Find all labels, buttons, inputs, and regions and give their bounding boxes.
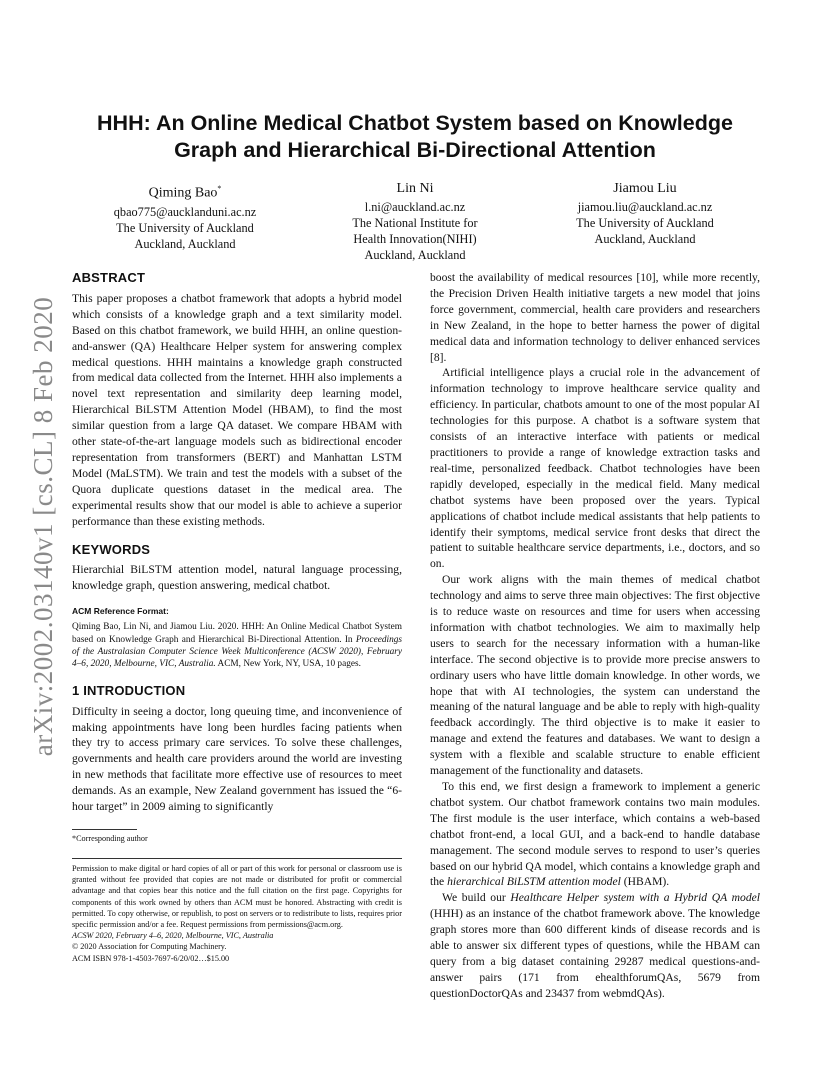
right-column [430, 270, 760, 1002]
body-paragraph: To this end, we first design a framework to implement a generic chatbot system. Our chatbot framework contains two main modules. The first module is the user interface, which contains a web-based chatbot front-end, a local GUI, and a back-end to handle database management. The second module serves to respond to user’s queries based on our hybrid QA model, which contains a knowledge graph and the hierarchical BiLSTM attention model (HBAM). [430, 780, 760, 889]
author-affiliation: The University of Auckland [576, 216, 714, 230]
introduction-paragraph: Difficulty in seeing a doctor, long queuing time, and inconvenience of making appointments have long been hurdles facing patients when they try to access primary care services. To solve these challenges, governments and health care providers around the world are investing in new methods that facilitate more effective use of resources to meet demands. As an example, New Zealand government has issued the “6-hour target” in 2009 aiming to significantly [72, 704, 402, 814]
author-affiliation: The University of Auckland [116, 220, 254, 235]
arxiv-identifier-text: arXiv:2002.03140v1 [cs.CL] 8 Feb 2020 [28, 296, 59, 756]
arxiv-identifier-stamp [24, 296, 64, 756]
abstract-heading: ABSTRACT [72, 270, 146, 285]
corresponding-author-footnote: *Corresponding author [72, 834, 148, 843]
keywords-text: Hierarchial BiLSTM attention model, natural language processing, knowledge graph, question answering, medical chatbot. [72, 563, 402, 593]
body-paragraph: Our work aligns with the main themes of medical chatbot technology and aims to serve three main objectives: The first objective is to reduce waste on resources and time for users when accessing information with chatbot technologies. We aim to maximally help users to search for the necessary information with a human-like interface. The second objective is to provide more precise answers to ordinary users who have little domain knowledge. In other words, we hope that with AI technologies, the system can understand the meaning of the natural language and be able to reply with high-quality feedback accordingly. The third objective is to make it easier to manage and extend the features and databases. We want to design a system with a flexible and scalable structure to enable efficient management of the functionality and datasets. [430, 573, 760, 778]
author-2 [300, 180, 530, 263]
author-location: Auckland, Auckland [134, 236, 236, 251]
permission-block [72, 863, 402, 964]
author-name: Lin Ni [396, 181, 434, 196]
author-email: l.ni@auckland.ac.nz [364, 200, 466, 214]
permission-rule [72, 858, 402, 859]
author-name: Jiamou Liu [613, 181, 677, 196]
isbn-line: ACM ISBN 978-1-4503-7697-6/20/02…$15.00 [72, 953, 230, 963]
body-paragraph: We build our Healthcare Helper system with a Hybrid QA model (HHH) as an instance of the chatbot framework above. The knowledge graph stores more than 600 different kinds of disease records and is able to answer six different types of questions, while the HBAM can query from a big dataset containing 29287 medical questions-and-answer pairs (171 from ehealthforumQAs, 5679 from questionDoctorQAs and 23437 from webmdQAs). [430, 891, 760, 1000]
author-1 [70, 180, 300, 252]
body-paragraph: Artificial intelligence plays a crucial role in the advancement of information technology to improve healthcare service quality and efficiency. In particular, chatbots amount to one of the most popular AI technologies for this purpose. A chatbot is a software system that consists of an interactive interface with patients or medical practitioners to provide a range of knowledge extraction tasks and real-time, personalized feedback. Chatbot technologies have been rapidly developed, especially in the medical field. Many medical chatbot systems have been proposed over the years. Typical applications of chatbot include medical assistants that help patients to identify their symptoms, medical service front desks that direct the patient to suitable healthcare service departments, i.e., doctors, and so on. [430, 366, 760, 571]
author-3 [530, 180, 760, 247]
author-name: Qiming Bao [148, 185, 218, 201]
abstract-text: This paper proposes a chatbot framework that adopts a hybrid model which consists of a knowledge graph and a text similarity model. Based on this chatbot framework, we build HHH, an online question-and-answer (QA) Healthcare Helper system for answering complex medical questions. HHH maintains a knowledge graph constructed from medical data collected from the Internet. HHH also implements a novel text representation and similarity deep learning model, Hierarchical BiLSTM Attention Model (HBAM), to find the most similar question from a large QA dataset. We compare HBAM with other state-of-the-art language models such as bidirectional encoder representation from transformers (BERT) and Manhattan LSTM Model (MaLSTM). We train and test the models with a subset of the Quora duplicate questions dataset in the medical area. The experimental results show that our model is able to achieve a superior performance than these existing methods. [72, 291, 402, 528]
author-affiliation: The National Institute for Health Innovation(NIHI) [352, 216, 478, 246]
footnote-rule [72, 829, 137, 830]
author-location: Auckland, Auckland [364, 248, 466, 262]
introduction-heading: 1 INTRODUCTION [72, 682, 186, 698]
corresponding-author-mark: * [217, 184, 222, 193]
keywords-heading: KEYWORDS [72, 541, 151, 557]
paper-title: HHH: An Online Medical Chatbot System based on Knowledge Graph and Hierarchical Bi-Directional Attention [97, 111, 733, 162]
permission-text: Permission to make digital or hard copies of all or part of this work for personal or classroom use is granted without fee provided that copies are not made or distributed for profit or commercial advantage and that copies bear this notice and the full citation on the first page. Copyrights for components of this work owned by others than ACM must be honored. Abstracting with credit is permitted. To copy otherwise, or republish, to post on servers or to redistribute to lists, requires prior specific permission and/or a fee. Request permissions from permissions@acm.org. [72, 864, 402, 930]
venue-line: ACSW 2020, February 4–6, 2020, Melbourne, VIC, Australia [72, 931, 274, 941]
author-email: jiamou.liu@auckland.ac.nz [577, 200, 713, 214]
reference-format-heading: ACM Reference Format: [72, 606, 169, 617]
author-email: qbao775@aucklanduni.ac.nz [113, 204, 257, 219]
reference-format-text: Qiming Bao, Lin Ni, and Jiamou Liu. 2020. HHH: An Online Medical Chatbot System based on Knowledge Graph and Hierarchical Bi-Directional Attention. In Proceedings of the Australasian Computer Science Week Multiconference (ACSW 2020), February 4–6, 2020, Melbourne, VIC, Australia. ACM, New York, NY, USA, 10 pages. [72, 622, 402, 670]
author-location: Auckland, Auckland [594, 232, 696, 246]
left-column [72, 270, 402, 964]
body-paragraph: boost the availability of medical resources [10], while more recently, the Precision Driven Health initiative targets a new model that joins force government, commercial, health care providers and researchers in New Zealand, in the hope to better harness the power of digital medical data and information technology to deliver enhanced services [8]. [430, 271, 760, 364]
copyright-line: © 2020 Association for Computing Machinery. [72, 942, 227, 952]
